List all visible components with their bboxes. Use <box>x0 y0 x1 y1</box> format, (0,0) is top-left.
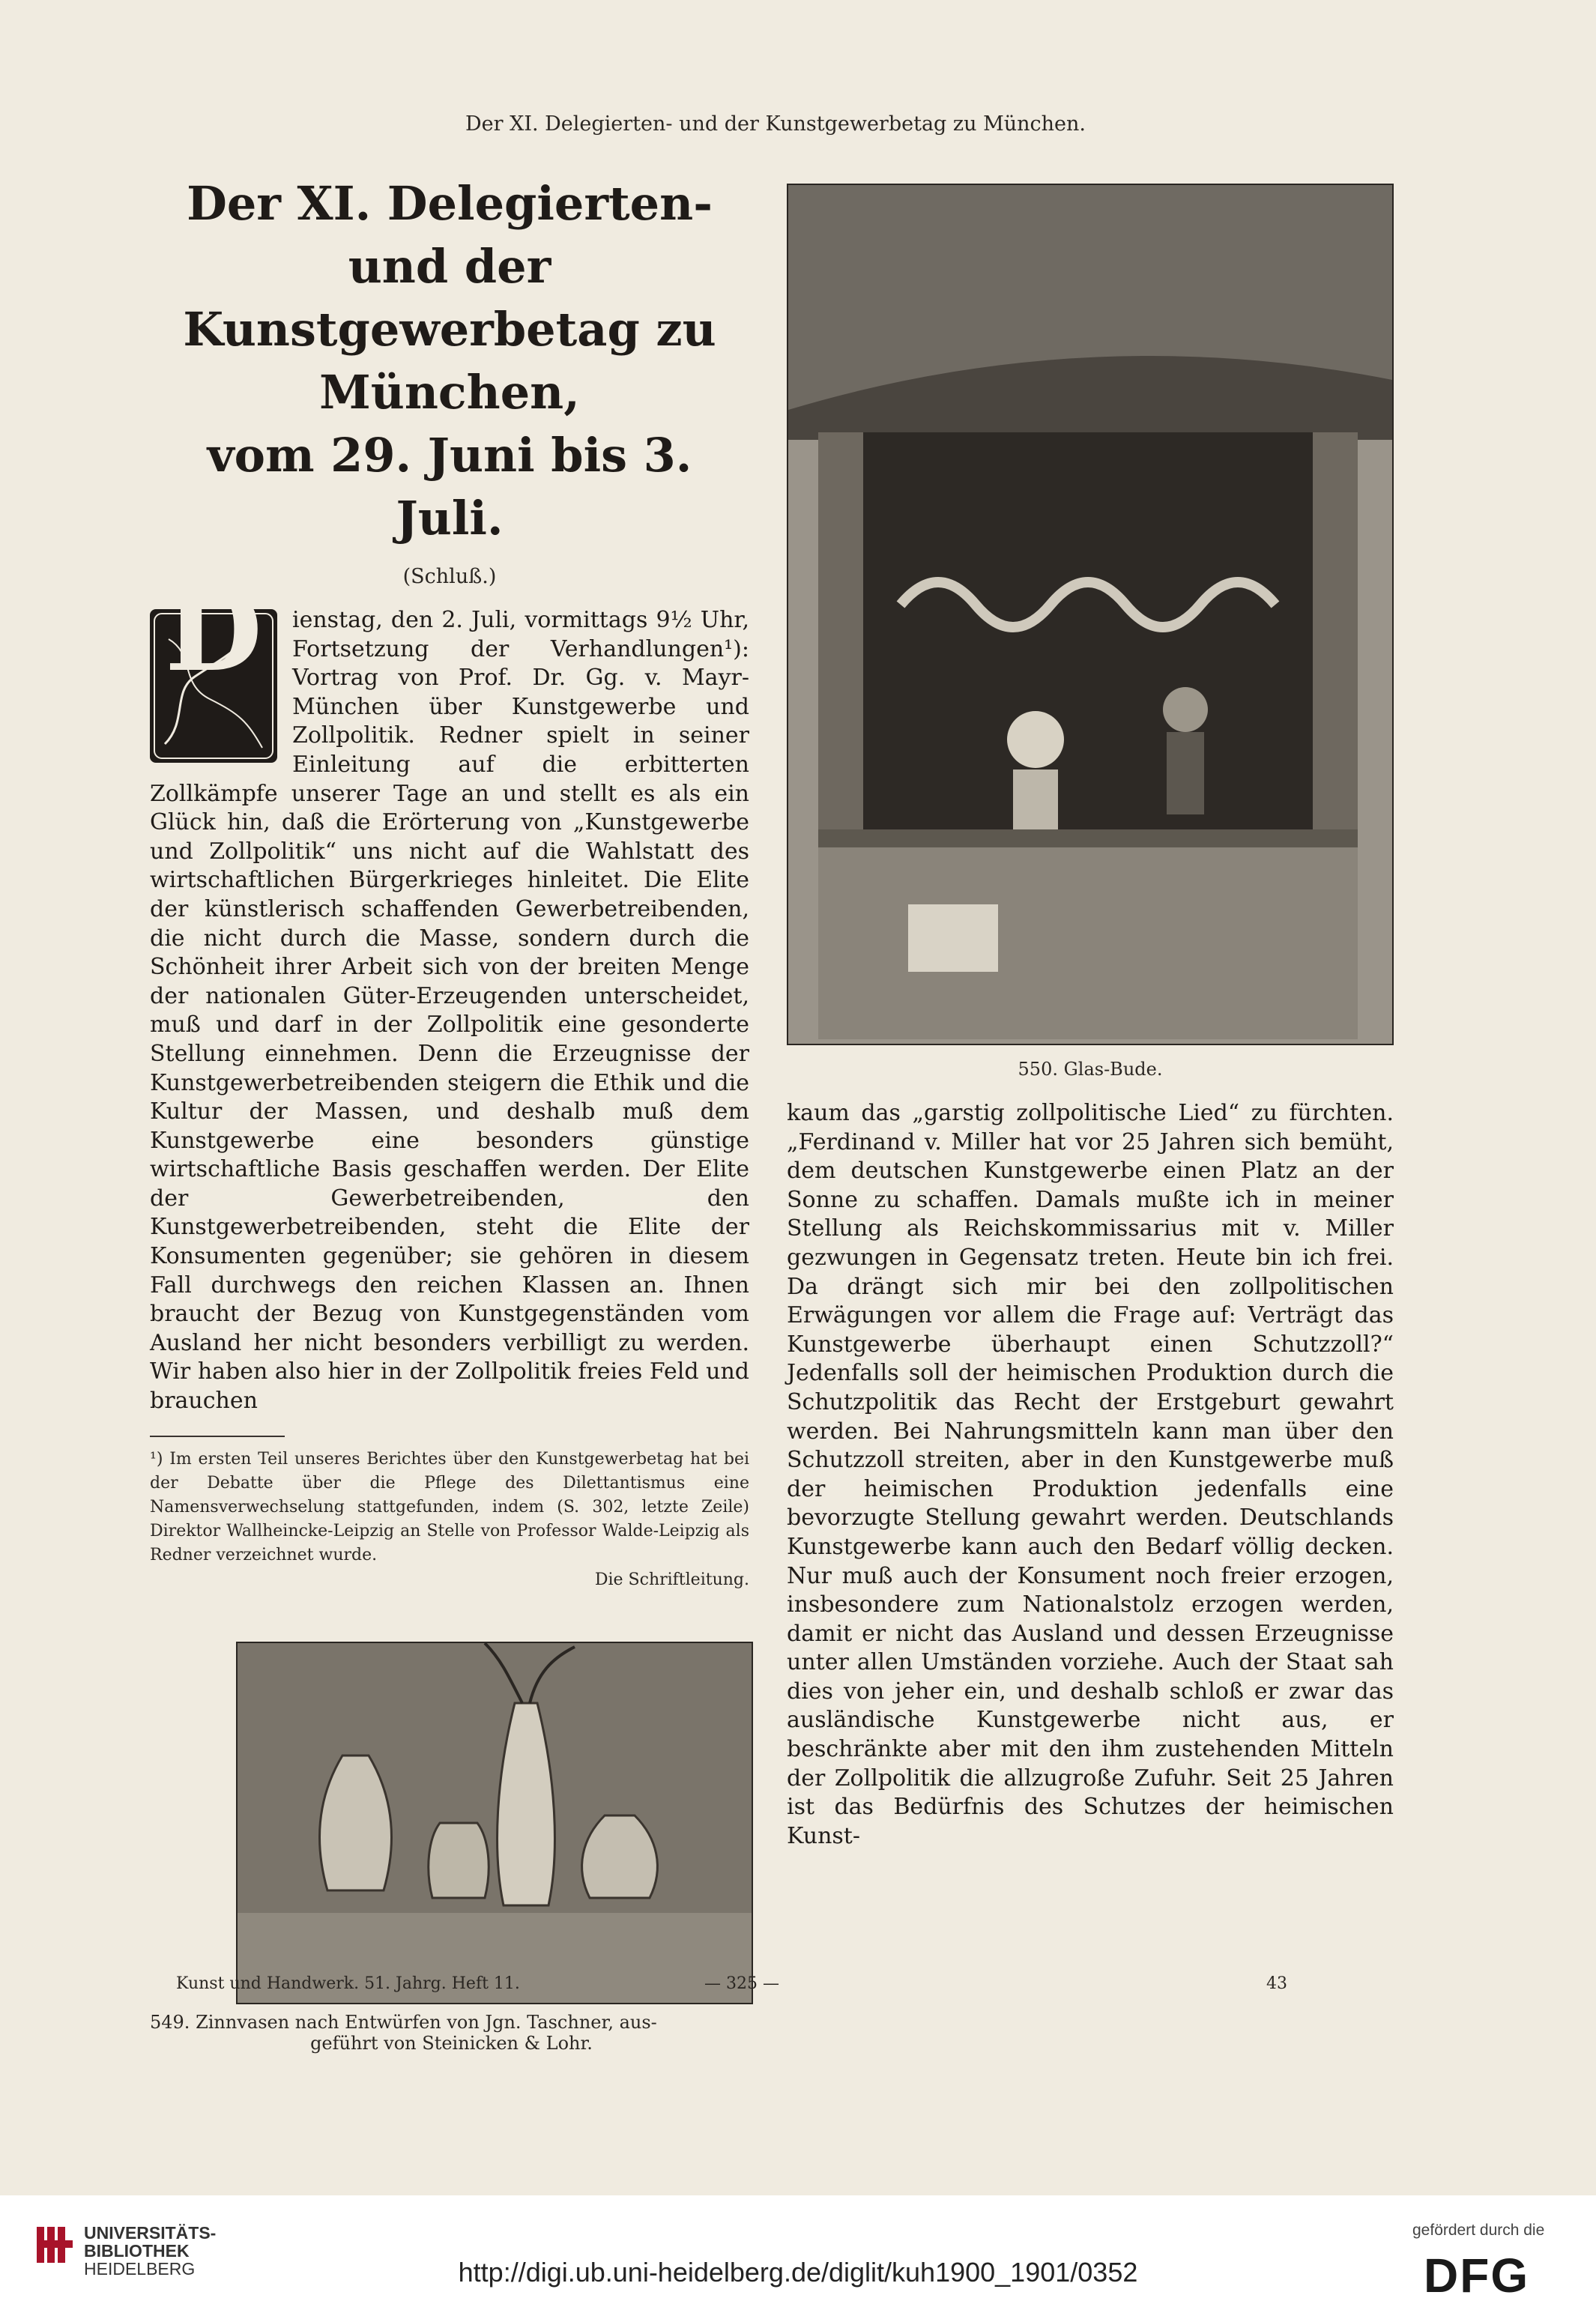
left-paragraph: ienstag, den 2. Juli, vormittags 9½ Uhr, Fortsetzung der Verhandlungen¹): Vortrag von Prof. Dr. Gg. v. Mayr-München über Kunstgewerbe und Zollpolitik. Redner spielt in seiner Einleitung auf die erbitterten Zollkämpfe unserer Tage an und stellt es als ein Glück hin, daß die Erörterung von „Kunstgewerbe und Zollpolitik“ uns nicht auf die Wahlstatt des wirtschaftlichen Bürgerkrieges hinleitet. Die Elite der künstlerisch schaffenden Gewerbetreibenden, die nicht durch die Masse, sondern durch die Schönheit ihrer Arbeit sich von der breiten Menge der nationalen Güter-Erzeugenden unterscheidet, muß und darf in der Zollpolitik eine gesonderte Stellung einnehmen. Denn die Erzeugnisse der Kunstgewerbetreibenden steigern die Ethik und die Kultur der Massen, und deshalb muß dem Kunstgewerbe eine besonders günstige wirtschaftliche Basis geschaffen werden. Der Elite der Gewerbetreibenden, den Kunstgewerbetreibenden, steht die Elite der Konsumenten gegenüber; sie gehören in diesem Fall durchwegs den reichen Klassen an. Ihnen braucht der Bezug von Kunstgegenständen vom Ausland her nicht besonders verbilligt zu werden. Wir haben also hier in der Zollpolitik freies Feld und brauchen <box>150 607 749 1415</box>
right-column <box>787 184 1394 1851</box>
footnote-signature: Die Schriftleitung. <box>594 1570 749 1589</box>
title-line-3: vom 29. Juni bis 3. Juli. <box>207 428 692 545</box>
running-head: Der XI. Delegierten- und der Kunstgewerbetag zu München. <box>465 112 1086 136</box>
glass-booth-photo <box>787 184 1394 1045</box>
article-subtitle: (Schluß.) <box>402 565 497 588</box>
fig549-caption-line2: geführt von Steinicken & Lohr. <box>310 2032 593 2054</box>
left-column <box>150 172 749 2054</box>
title-line-2: Kunstgewerbetag zu München, <box>183 302 716 420</box>
initial-letter: D <box>164 565 263 697</box>
footer-page-number: — 325 — <box>704 1974 779 1993</box>
vases-photo <box>236 1642 753 2004</box>
footer-signature-number: 43 <box>1266 1974 1287 1993</box>
right-body-text: kaum das „garstig zollpolitische Lied“ zu fürchten. „Ferdinand v. Miller hat vor 25 Jahren sich bemüht, dem deutschen Kunstgewerbe einen Platz an der Sonne zu schaffen. Damals mußte ich in meiner Stellung als Reichskommissarius mit v. Miller gezwungen in Gegensatz treten. Heute bin ich frei. Da drängt sich mir bei den zollpolitischen Erwägungen vor allem die Frage auf: Verträgt das Kunstgewerbe überhaupt einen Schutzzoll?“ Jedenfalls soll der heimischen Produktion durch die Schutzpolitik das Recht der Erstgeburt gewahrt werden. Bei Nahrungsmitteln kann man über den Schutzzoll streiten, aber in den Kunstgewerbe muß der heimischen Produktion jedenfalls eine bevorzugte Stellung gewahrt werden. Deutschlands Kunstgewerbe kann auch den Bedarf völlig decken. Nur muß auch der Konsument noch freier erzogen, insbesondere zum Nationalstolz erzogen werden, damit er nicht das Ausland und dessen Erzeugnisse unter allen Umständen vorziehe. Auch der Staat sah dies von jeher ein, und deshalb schloß er zwar das ausländische Kunstgewerbe nicht aus, er beschränkte aber mit den ihm zustehenden Mitteln der Zollpolitik die allzugroße Zufuhr. Seit 25 Jahren ist das Bedürfnis des Schutzes der heimischen Kunst- <box>787 1100 1394 1849</box>
glass-booth-image <box>788 185 1392 1044</box>
footnote-rule <box>150 1436 285 1437</box>
source-url-link[interactable]: http://digi.ub.uni-heidelberg.de/diglit/kuh1900_1901/0352 <box>458 2257 1138 2288</box>
library-line-3: HEIDELBERG <box>84 2259 196 2279</box>
pewter-vases-image <box>238 1643 752 2003</box>
fig549-caption-line1: 549. Zinnvasen nach Entwürfen von Jgn. Taschner, aus- <box>150 2011 657 2033</box>
figure-549-caption <box>150 2012 753 2054</box>
title-line-1: Der XI. Delegierten- und der <box>187 176 713 294</box>
article-title <box>150 172 749 550</box>
figure-550 <box>787 184 1394 1080</box>
library-line-1: UNIVERSITÄTS- <box>84 2223 217 2243</box>
dfg-logo: DFG <box>1424 2249 1530 2303</box>
footnote: ¹) Im ersten Teil unseres Berichtes über den Kunstgewerbetag hat bei der Debatte über die Pflege des Dilettantismus eine Namensverwechselung stattgefunden, indem (S. 302, letzte Zeile) Direktor Wallheincke-Leipzig an Stelle von Professor Walde-Leipzig als Redner verzeichnet wurde. <box>150 1449 749 1564</box>
ornamental-initial <box>150 565 277 763</box>
footer-journal: Kunst und Handwerk. 51. Jahrg. Heft 11. <box>176 1974 520 1993</box>
funder-note: gefördert durch die <box>1412 2222 1545 2239</box>
figure-550-caption: 550. Glas-Bude. <box>1018 1059 1163 1080</box>
library-line-2: BIBLIOTHEK <box>84 2241 190 2261</box>
